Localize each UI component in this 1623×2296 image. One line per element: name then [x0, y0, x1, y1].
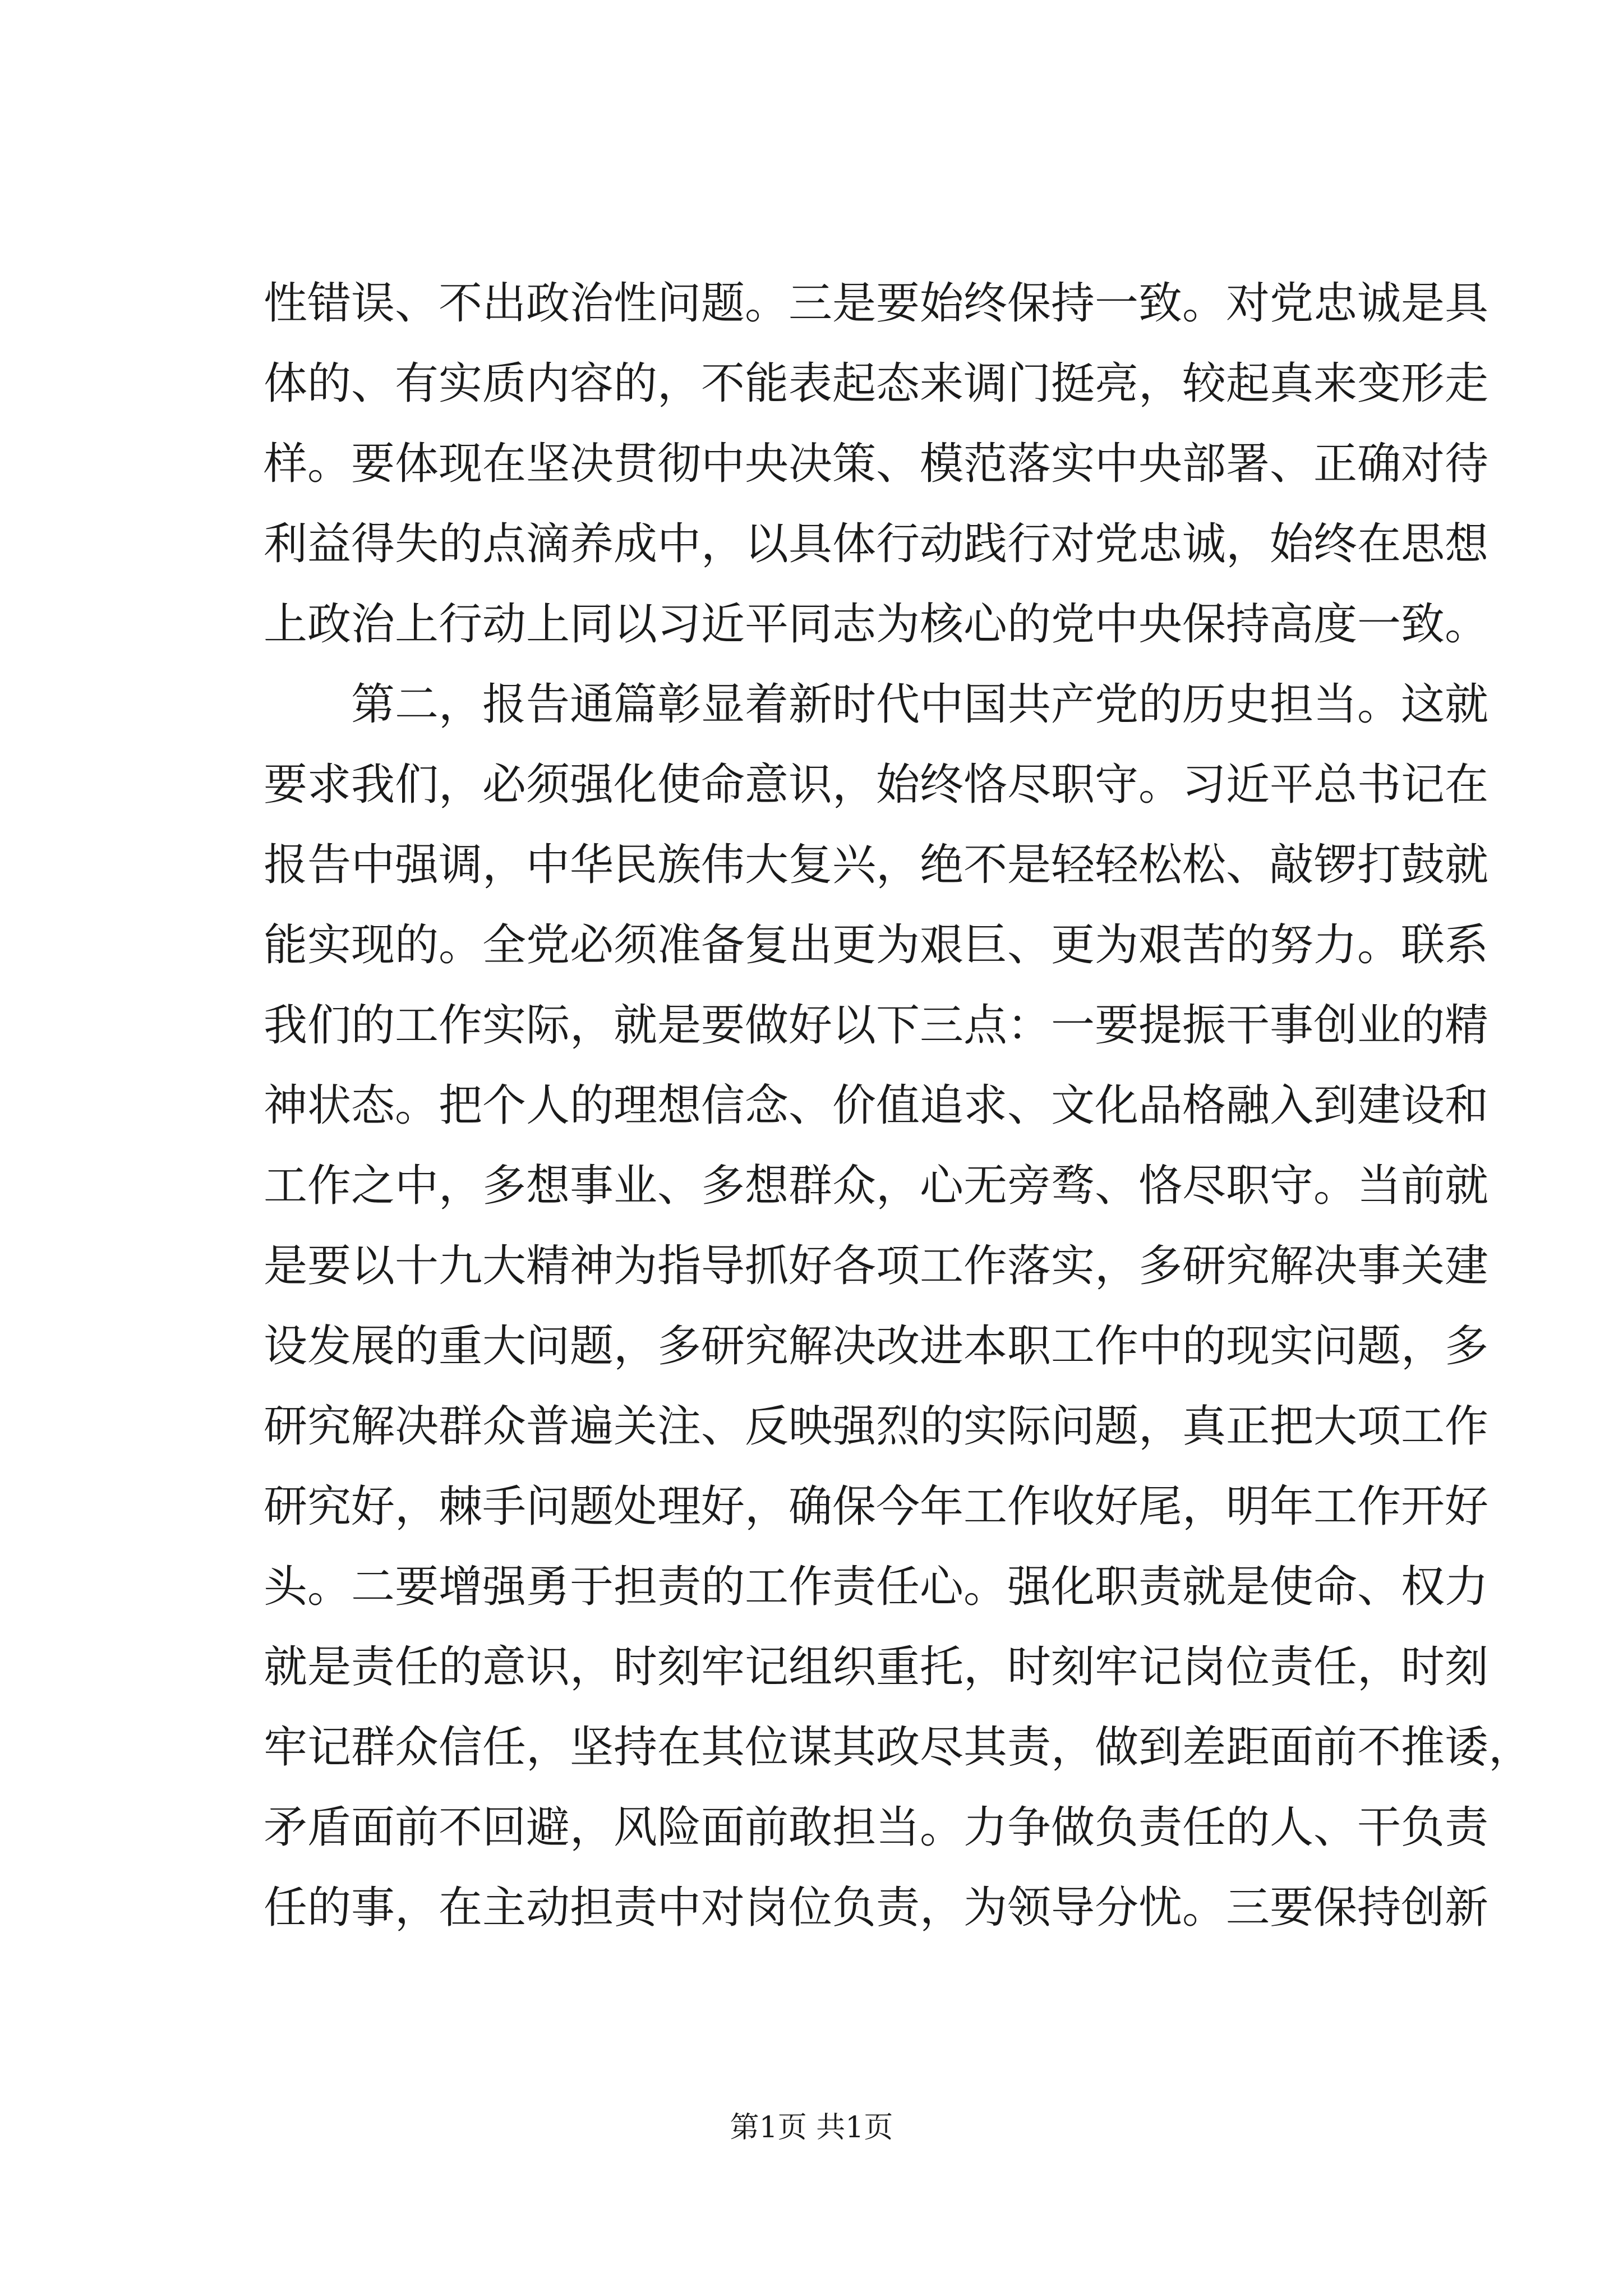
text-line: 任的事，在主动担责中对岗位负责，为领导分忧。三要保持创新 [264, 1883, 1489, 1933]
text-line: 利益得失的点滴养成中，以具体行动践行对党忠诚，始终在思想 [264, 519, 1489, 569]
text-line: 矛盾面前不回避，风险面前敢担当。力争做负责任的人、干负责 [264, 1802, 1489, 1853]
text-line: 我们的工作实际，就是要做好以下三点：一要提振干事创业的精 [264, 1000, 1489, 1051]
text-line: 研究解决群众普遍关注、反映强烈的实际问题，真正把大项工作 [264, 1401, 1489, 1452]
page-footer: 第1页 共1页 [730, 2111, 893, 2145]
text-line: 头。二要增强勇于担责的工作责任心。强化职责就是使命、权力 [264, 1562, 1489, 1612]
text-line: 牢记群众信任，坚持在其位谋其政尽其责，做到差距面前不推诿， [264, 1722, 1533, 1773]
body-text [264, 264, 1533, 1948]
text-line: 样。要体现在坚决贯彻中央决策、模范落实中央部署、正确对待 [264, 439, 1489, 489]
text-line: 体的、有实质内容的，不能表起态来调门挺亮，较起真来变形走 [264, 358, 1489, 409]
paragraph-first-line: 第二，报告通篇彰显着新时代中国共产党的历史担当。这就 [351, 679, 1489, 730]
text-line: 是要以十九大精神为指导抓好各项工作落实，多研究解决事关建 [264, 1241, 1489, 1291]
text-line: 性错误、不出政治性问题。三是要始终保持一致。对党忠诚是具 [264, 278, 1489, 329]
text-line: 神状态。把个人的理想信念、价值追求、文化品格融入到建设和 [264, 1080, 1489, 1131]
text-line: 能实现的。全党必须准备复出更为艰巨、更为艰苦的努力。联系 [264, 920, 1489, 970]
text-line: 上政治上行动上同以习近平同志为核心的党中央保持高度一致。 [264, 599, 1489, 650]
text-line: 设发展的重大问题，多研究解决改进本职工作中的现实问题，多 [264, 1321, 1489, 1372]
text-line: 工作之中，多想事业、多想群众，心无旁骛、恪尽职守。当前就 [264, 1161, 1489, 1211]
text-line: 报告中强调，中华民族伟大复兴，绝不是轻轻松松、敲锣打鼓就 [264, 840, 1489, 890]
text-line: 研究好，棘手问题处理好，确保今年工作收好尾，明年工作开好 [264, 1481, 1489, 1532]
text-line: 就是责任的意识，时刻牢记组织重托，时刻牢记岗位责任，时刻 [264, 1642, 1489, 1692]
text-line: 要求我们，必须强化使命意识，始终恪尽职守。习近平总书记在 [264, 760, 1489, 810]
